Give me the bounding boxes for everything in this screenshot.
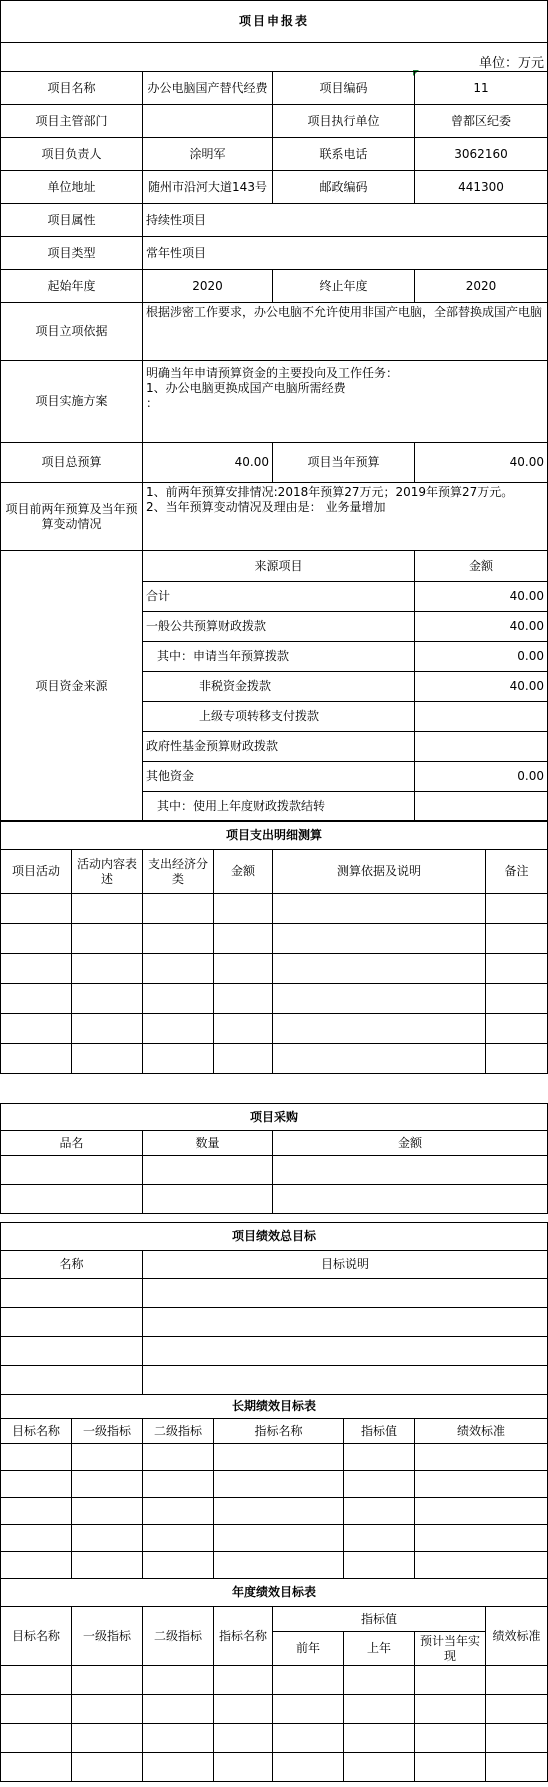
expenditure-title: 项目支出明细测算 (1, 821, 548, 850)
longterm-table (0, 1394, 548, 1579)
change-label: 项目前两年预算及当年预算变动情况 (1, 483, 143, 551)
longterm-header: 指标名称 (214, 1419, 344, 1444)
table-row (1, 1498, 548, 1525)
project-code-value: 11 (415, 72, 548, 105)
phone-value: 3062160 (415, 138, 548, 171)
funding-source-header: 来源项目 (143, 551, 415, 582)
funding-source: 其他资金 (143, 762, 415, 792)
table-row (1, 894, 548, 924)
funding-amount: 0.00 (415, 762, 548, 792)
table-row (1, 1279, 548, 1308)
project-name-label: 项目名称 (1, 72, 143, 105)
address-label: 单位地址 (1, 171, 143, 204)
longterm-header: 指标值 (344, 1419, 415, 1444)
funding-source: 上级专项转移支付拨款 (143, 702, 415, 732)
year-budget-label: 项目当年预算 (273, 443, 415, 483)
table-row (1, 1337, 548, 1366)
basis-value: 根据涉密工作要求，办公电脑不允许使用非国产电脑，全部替换成国产电脑 (143, 303, 548, 361)
longterm-header: 二级指标 (143, 1419, 214, 1444)
annual-header: 目标名称 (1, 1607, 72, 1666)
type-value: 常年性项目 (143, 237, 548, 270)
funding-source: 合计 (143, 582, 415, 612)
main-info-table (0, 0, 548, 822)
expenditure-header: 金额 (214, 850, 273, 894)
funding-amount (415, 702, 548, 732)
table-row (1, 1724, 548, 1753)
project-name-value: 办公电脑国产替代经费 (143, 72, 273, 105)
leader-label: 项目负责人 (1, 138, 143, 171)
executor-value: 曾都区纪委 (415, 105, 548, 138)
table-row (1, 1753, 548, 1782)
expenditure-header: 活动内容表述 (72, 850, 143, 894)
table-row (1, 1308, 548, 1337)
table-row (1, 1666, 548, 1695)
funding-source: 政府性基金预算财政拨款 (143, 732, 415, 762)
table-row (1, 1185, 548, 1214)
funding-amount: 40.00 (415, 672, 548, 702)
executor-label: 项目执行单位 (273, 105, 415, 138)
procurement-header: 金额 (273, 1131, 548, 1156)
performance-table (0, 1222, 548, 1395)
form-title: 项目申报表 (1, 1, 548, 43)
expenditure-header: 支出经济分类 (143, 850, 214, 894)
project-code-label: 项目编码 (273, 72, 415, 105)
table-row (1, 1552, 548, 1579)
performance-title: 项目绩效总目标 (1, 1223, 548, 1251)
table-row (1, 984, 548, 1014)
postcode-value: 441300 (415, 171, 548, 204)
start-year-label: 起始年度 (1, 270, 143, 303)
annual-header: 绩效标准 (486, 1607, 548, 1666)
longterm-title: 长期绩效目标表 (1, 1395, 548, 1419)
procurement-title: 项目采购 (1, 1104, 548, 1131)
funding-source: 一般公共预算财政拨款 (143, 612, 415, 642)
change-line: 2、当年预算变动情况及理由是： 业务量增加 (146, 500, 386, 514)
annual-table (0, 1578, 548, 1782)
end-year-label: 终止年度 (273, 270, 415, 303)
annual-header: 指标值 (273, 1607, 486, 1632)
plan-label: 项目实施方案 (1, 361, 143, 443)
table-row (1, 1444, 548, 1471)
start-year-value: 2020 (143, 270, 273, 303)
unit-label: 单位：万元 (1, 43, 548, 72)
plan-line: ： (146, 396, 159, 410)
table-row (1, 1471, 548, 1498)
postcode-label: 邮政编码 (273, 171, 415, 204)
table-row (1, 1044, 548, 1074)
year-budget-value: 40.00 (415, 443, 548, 483)
procurement-header: 品名 (1, 1131, 143, 1156)
basis-label: 项目立项依据 (1, 303, 143, 361)
performance-header: 目标说明 (143, 1251, 548, 1279)
end-year-value: 2020 (415, 270, 548, 303)
annual-sub-header: 上年 (344, 1632, 415, 1666)
plan-line: 明确当年申请预算资金的主要投向及工作任务： (146, 366, 399, 380)
type-label: 项目类型 (1, 237, 143, 270)
plan-line: 1、办公电脑更换成国产电脑所需经费 (146, 381, 346, 395)
plan-value (143, 361, 548, 443)
expenditure-header: 项目活动 (1, 850, 72, 894)
funding-source: 非税资金拨款 (143, 672, 415, 702)
procurement-header: 数量 (143, 1131, 273, 1156)
annual-title: 年度绩效目标表 (1, 1579, 548, 1607)
annual-header: 一级指标 (72, 1607, 143, 1666)
expenditure-header: 备注 (486, 850, 548, 894)
performance-header: 名称 (1, 1251, 143, 1279)
longterm-header: 目标名称 (1, 1419, 72, 1444)
supervisor-label: 项目主管部门 (1, 105, 143, 138)
total-budget-value: 40.00 (143, 443, 273, 483)
expenditure-table (0, 820, 548, 1074)
table-row (1, 954, 548, 984)
annual-sub-header: 前年 (273, 1632, 344, 1666)
total-budget-label: 项目总预算 (1, 443, 143, 483)
procurement-table (0, 1103, 548, 1214)
longterm-header: 绩效标准 (415, 1419, 548, 1444)
annual-header: 指标名称 (214, 1607, 273, 1666)
funding-label: 项目资金来源 (1, 551, 143, 822)
phone-label: 联系电话 (273, 138, 415, 171)
expenditure-header: 测算依据及说明 (273, 850, 486, 894)
table-row (1, 1156, 548, 1185)
funding-amount: 40.00 (415, 582, 548, 612)
attribute-value: 持续性项目 (143, 204, 548, 237)
funding-amount: 40.00 (415, 612, 548, 642)
funding-amount (415, 792, 548, 822)
longterm-header: 一级指标 (72, 1419, 143, 1444)
funding-amount-header: 金额 (415, 551, 548, 582)
table-row (1, 1014, 548, 1044)
funding-source: 其中：申请当年预算拨款 (143, 642, 415, 672)
leader-value: 涂明军 (143, 138, 273, 171)
address-value: 随州市沿河大道143号 (143, 171, 273, 204)
funding-amount: 0.00 (415, 642, 548, 672)
table-row (1, 1366, 548, 1395)
attribute-label: 项目属性 (1, 204, 143, 237)
annual-header: 二级指标 (143, 1607, 214, 1666)
table-row (1, 924, 548, 954)
funding-source: 其中：使用上年度财政拨款结转 (143, 792, 415, 822)
funding-amount (415, 732, 548, 762)
table-row (1, 1695, 548, 1724)
annual-sub-header: 预计当年实现 (415, 1632, 486, 1666)
supervisor-value (143, 105, 273, 138)
change-line: 1、前两年预算安排情况:2018年预算27万元；2019年预算27万元。 (146, 485, 514, 499)
table-row (1, 1525, 548, 1552)
change-value (143, 483, 548, 551)
